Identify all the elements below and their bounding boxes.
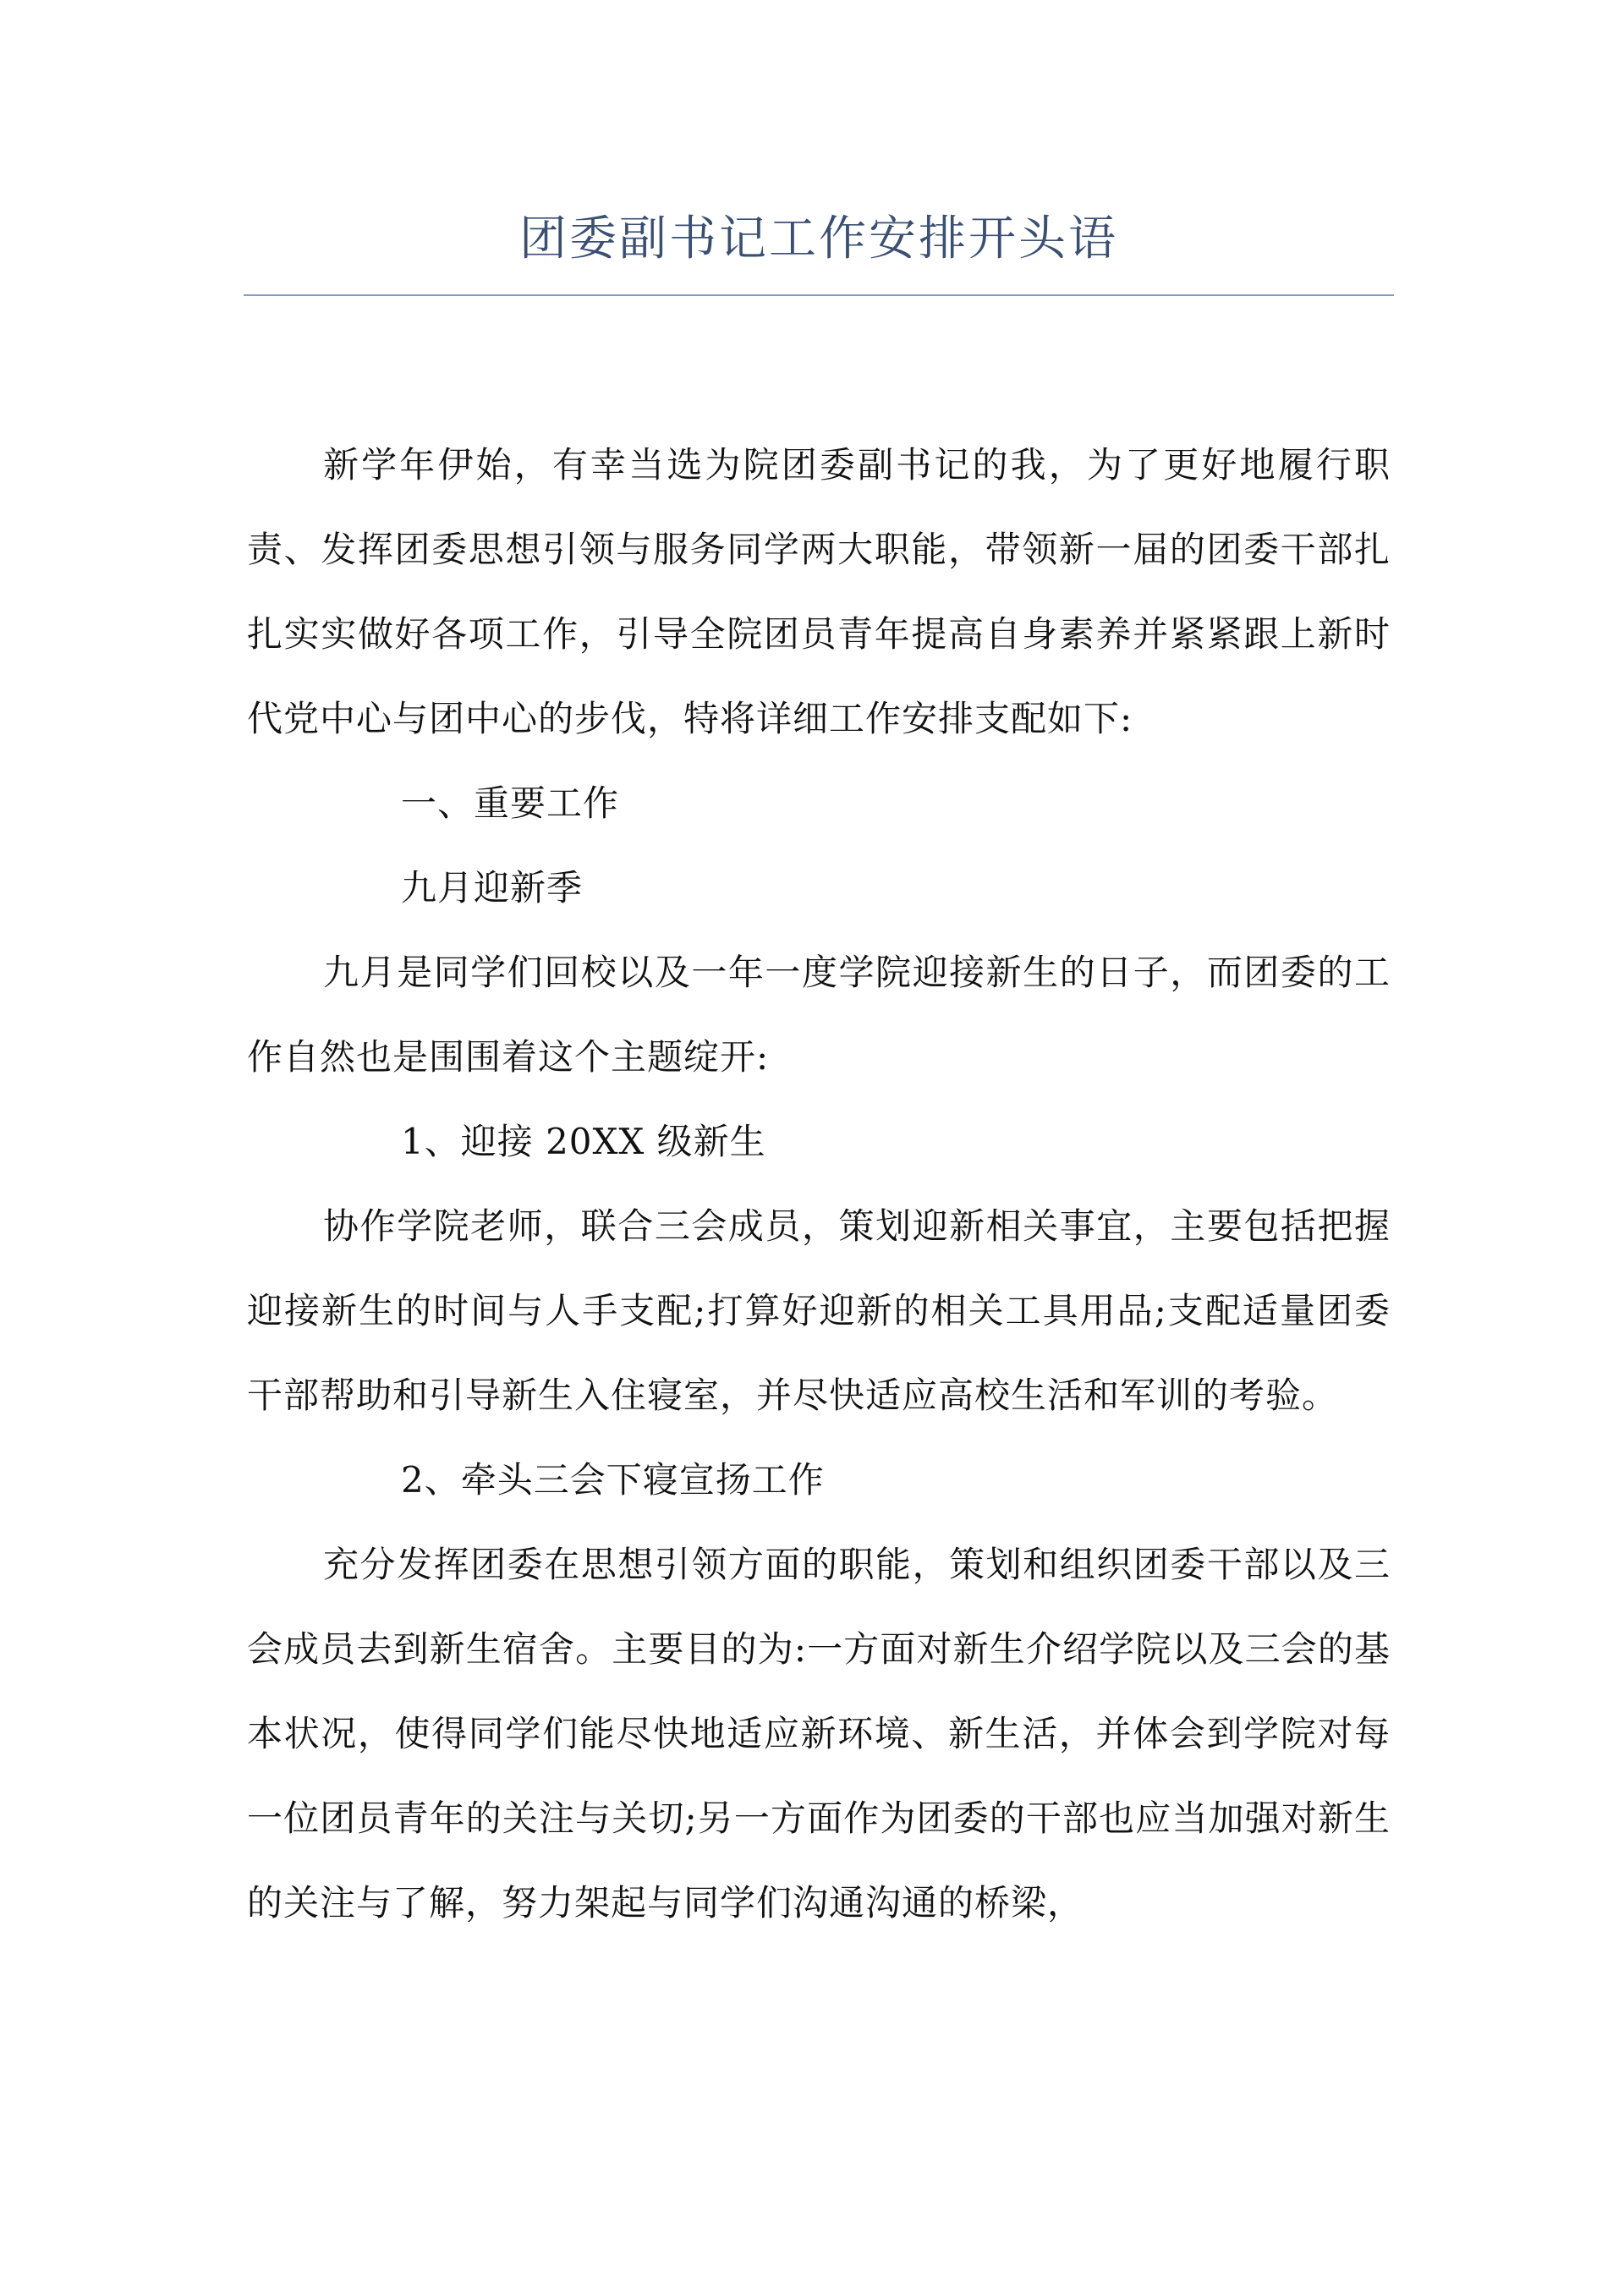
document-title: 团委副书记工作安排开头语: [519, 211, 1118, 266]
item-paragraph-2: 充分发挥团委在思想引领方面的职能，策划和组织团委干部以及三会成员去到新生宿舍。主要目的为:一方面对新生介绍学院以及三会的基本状况，使得同学们能尽快地适应新环境、新生活，并体会到学院对每一位团员青年的关注与关切;另一方面作为团委的干部也应当加强对新生的关注与了解，努力架起与同学们沟通沟通的桥梁，: [247, 1544, 1391, 1924]
item-heading-1: 1、迎接 20XX 级新生: [401, 1121, 766, 1162]
item-heading-2: 2、牵头三会下寝宣扬工作: [401, 1459, 825, 1501]
subsection-heading: 九月迎新季: [401, 867, 584, 908]
title-underline: [244, 294, 1394, 296]
section-heading: 一、重要工作: [401, 782, 620, 824]
item-paragraph-1: 协作学院老师，联合三会成员，策划迎新相关事宜，主要包括把握迎接新生的时间与人手支配;打算好迎新的相关工具用品;支配适量团委干部帮助和引导新生入住寝室，并尽快适应高校生活和军训的考验。: [247, 1205, 1391, 1416]
intro-paragraph: 新学年伊始，有幸当选为院团委副书记的我，为了更好地履行职责、发挥团委思想引领与服务同学两大职能，带领新一届的团委干部扎扎实实做好各项工作，引导全院团员青年提高自身素养并紧紧跟上新时代党中心与团中心的步伐，特将详细工作安排支配如下:: [247, 444, 1391, 739]
document-body: [247, 423, 1391, 1946]
september-paragraph: 九月是同学们回校以及一年一度学院迎接新生的日子，而团委的工作自然也是围围着这个主题绽开:: [247, 952, 1391, 1078]
